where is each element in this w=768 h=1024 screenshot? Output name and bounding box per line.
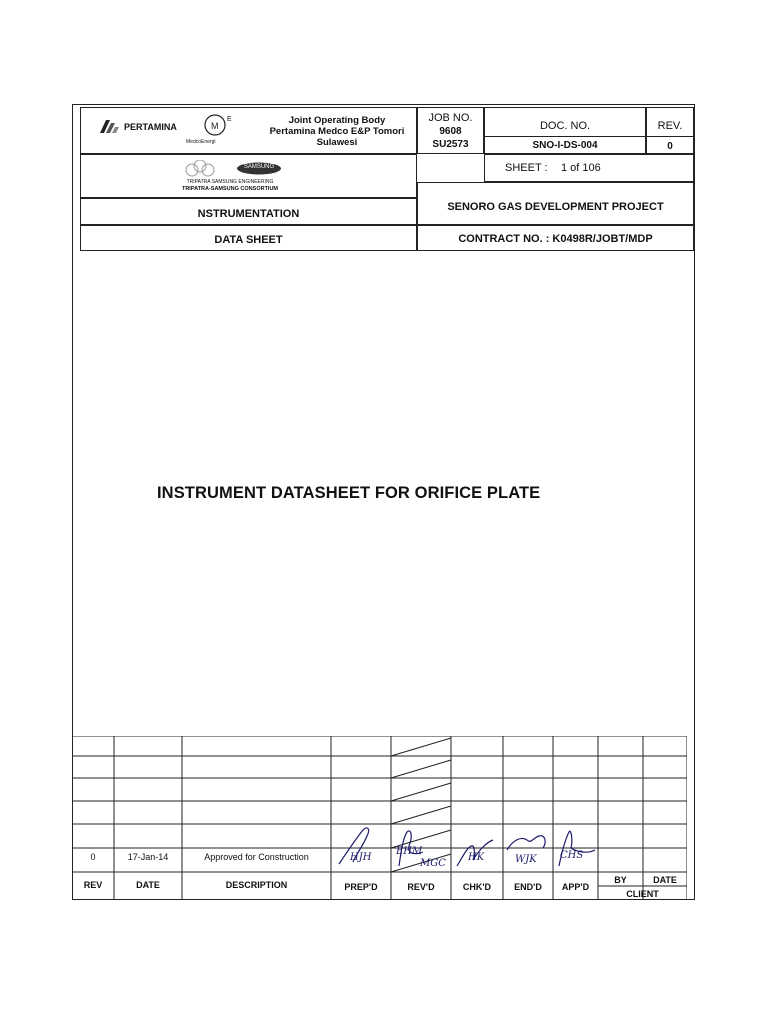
signature-appd (553, 826, 601, 870)
endd-initials: WJK (515, 854, 537, 865)
rev-label: REV. (657, 120, 683, 132)
col-header-rev: REV (83, 880, 103, 890)
document-type: DATA SHEET (214, 234, 283, 246)
job-no-label: JOB NO. (428, 112, 473, 124)
sheet-label: SHEET : (505, 162, 548, 174)
chkd-initials: HK (468, 852, 485, 863)
consortium-members: TRIPATRA SAMSUNG ENGINEERING (186, 179, 274, 185)
col-header-chkd: CHK'D (462, 882, 492, 892)
consortium-name: TRIPATRA-SAMSUNG CONSORTIUM (181, 186, 279, 192)
col-header-client-date: DATE (653, 875, 677, 885)
doc-no-value: SNO-I-DS-004 (532, 140, 598, 151)
doc-no-label: DOC. NO. (539, 120, 591, 132)
col-header-prepd: PREP'D (344, 882, 378, 892)
col-header-appd: APP'D (561, 882, 590, 892)
col-header-revd: REV'D (407, 882, 435, 892)
svg-text:M: M (211, 121, 219, 131)
job-no-value-1: 9608 (439, 126, 462, 137)
contract-number: CONTRACT NO. : K0498R/JOBT/MDP (458, 233, 653, 245)
job-no-value-2: SU2573 (432, 139, 469, 150)
pertamina-logo-text: PERTAMINA (124, 122, 177, 132)
col-header-description: DESCRIPTION (225, 880, 288, 890)
revision-date: 17-Jan-14 (127, 852, 169, 862)
project-name: SENORO GAS DEVELOPMENT PROJECT (447, 201, 664, 213)
col-header-endd: END'D (514, 882, 542, 892)
rev-value: 0 (667, 141, 673, 152)
col-header-client: CLIENT (626, 889, 659, 899)
revision-description: Approved for Construction (204, 852, 309, 862)
col-header-date: DATE (136, 880, 160, 890)
col-header-client-by: BY (614, 875, 627, 885)
tripatra-logo (182, 160, 218, 178)
discipline-title: NSTRUMENTATION (197, 208, 300, 220)
company-name-line2: Pertamina Medco E&P Tomori (269, 126, 405, 137)
medco-logo-text: MedcoEnergi (186, 139, 216, 145)
sheet-value: 1 of 106 (561, 162, 601, 174)
medco-logo (203, 113, 235, 137)
company-name-line3: Sulawesi (316, 137, 358, 148)
revd-initials-1: EHM (396, 846, 423, 857)
prepd-initials: HJH (350, 852, 372, 863)
company-name-line1: Joint Operating Body (288, 115, 386, 126)
appd-initials: CHS (560, 850, 584, 861)
revision-number: 0 (90, 852, 96, 862)
doc-no-divider (484, 136, 646, 137)
svg-text:E: E (227, 116, 232, 123)
pertamina-logo (98, 117, 120, 135)
rev-divider (646, 136, 694, 137)
document-title: INSTRUMENT DATASHEET FOR ORIFICE PLATE (157, 484, 541, 502)
revision-table (72, 736, 687, 900)
revd-initials-2: MGC (420, 858, 446, 869)
samsung-logo-text: SAMSUNG (243, 164, 275, 170)
